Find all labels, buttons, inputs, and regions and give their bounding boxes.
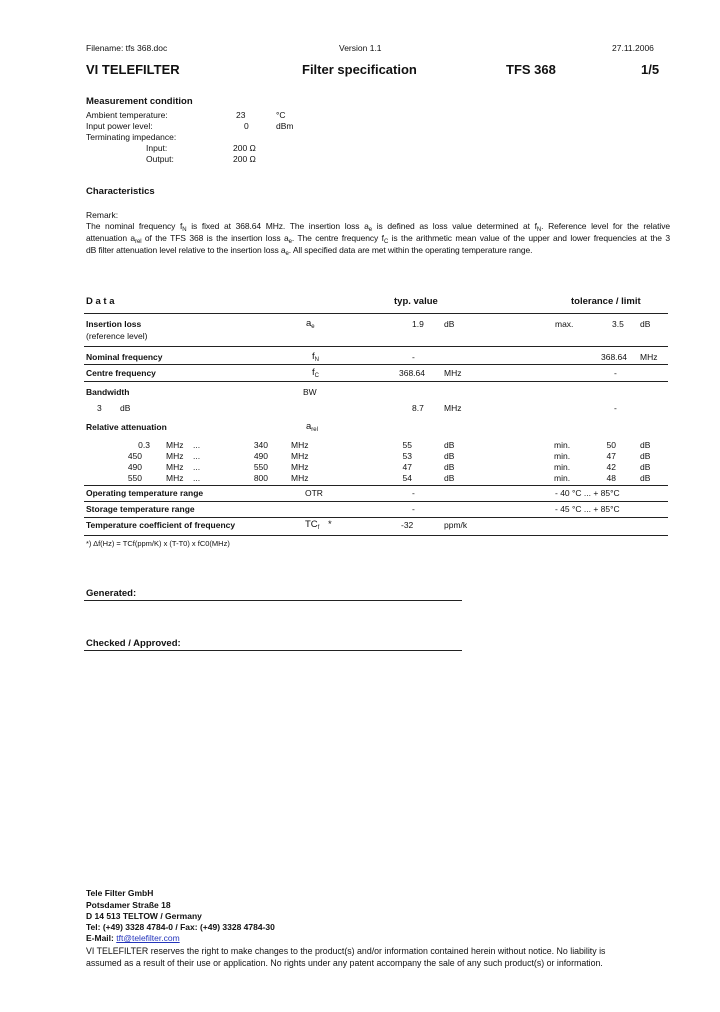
ambient-unit: °C [276, 110, 286, 120]
att-from-unit: MHz [166, 451, 184, 461]
row-rule [84, 485, 668, 486]
att-tol-value: 42 [606, 462, 616, 472]
bandwidth-level: 3 [97, 403, 102, 413]
bandwidth-typ-unit: MHz [444, 403, 462, 413]
rel-att-label: Relative attenuation [86, 422, 167, 432]
nominal-freq-tol-unit: MHz [640, 352, 658, 362]
att-to: 800 [253, 473, 268, 483]
footer-city: D 14 513 TELTOW / Germany [86, 911, 202, 921]
generated-label: Generated: [86, 588, 137, 599]
footer-street: Potsdamer Straße 18 [86, 900, 171, 910]
product-name: TFS 368 [506, 62, 556, 77]
storage-tol: - 45 °C ... + 85°C [555, 504, 620, 514]
remark-line-1: The nominal frequency $f_N$ is fixed at 368.64 MHz. The insertion loss $a_e$ is defined as loss value determined at $f_N$. Reference level for the relative [86, 221, 670, 233]
otr-label: Operating temperature range [86, 488, 204, 498]
generated-signature-line [84, 600, 462, 601]
tcf-label: Temperature coefficient of frequency [86, 520, 236, 530]
storage-label: Storage temperature range [86, 504, 195, 514]
bandwidth-symbol: BW [303, 387, 317, 397]
centre-freq-tol: - [614, 368, 617, 378]
att-typ-unit: dB [444, 473, 455, 483]
otr-tol: - 40 °C ... + 85°C [555, 488, 620, 498]
doc-date: 27.11.2006 [612, 43, 654, 53]
att-to-unit: MHz [291, 462, 309, 472]
att-dots: ... [193, 440, 201, 450]
att-tol-unit: dB [640, 440, 651, 450]
otr-typ: - [412, 488, 415, 498]
att-to-unit: MHz [291, 451, 309, 461]
att-tol-type: min. [554, 440, 571, 450]
att-tol-value: 48 [606, 473, 616, 483]
row-rule [84, 517, 668, 518]
remark-line-2: attenuation $a_{rel}$ of the TFS 368 is the insertion loss $a_e$. The centre frequency $f_C$ is the arithmetic mean value of the upper and lower frequencies at the 3 [86, 233, 670, 245]
att-tol-type: min. [554, 462, 571, 472]
power-label: Input power level: [86, 121, 153, 131]
centre-freq-label: Centre frequency [86, 368, 156, 378]
power-value: 0 [244, 121, 249, 131]
remark-line-3: dB filter attenuation level relative to the insertion loss $a_e$. All specified data are met within the operating temperature range. [86, 245, 533, 257]
ambient-value: 23 [236, 110, 246, 120]
tcf-symbol: $TC_f$ * [305, 519, 332, 531]
att-from-unit: MHz [166, 440, 184, 450]
remark-label: Remark: [86, 210, 119, 220]
insertion-loss-tol-value: 3.5 [612, 319, 624, 329]
insertion-loss-symbol: $a_e$ [306, 318, 315, 330]
att-tol-unit: dB [640, 451, 651, 461]
col-tolerance: tolerance / limit [571, 296, 641, 307]
att-tol-unit: dB [640, 462, 651, 472]
footer-phone: Tel: (+49) 3328 4784-0 / Fax: (+49) 3328 4784-30 [86, 922, 275, 932]
att-tol-type: min. [554, 473, 571, 483]
rel-att-symbol: $a_{rel}$ [306, 421, 318, 433]
att-tol-value: 47 [606, 451, 616, 461]
storage-typ: - [412, 504, 415, 514]
insertion-loss-tol-type: max. [555, 319, 574, 329]
nominal-freq-tol-value: 368.64 [601, 352, 627, 362]
disclaimer-line-2: assumed as a result of their use or application. No rights under any patent accompany the sale of any such product(s) or information. [86, 958, 603, 968]
att-from: 450 [127, 451, 142, 461]
footer-company: Tele Filter GmbH [86, 888, 154, 898]
insertion-loss-typ-unit: dB [444, 319, 455, 329]
col-typ: typ. value [394, 296, 438, 307]
att-typ: 55 [402, 440, 412, 450]
att-to: 550 [253, 462, 268, 472]
att-tol-type: min. [554, 451, 571, 461]
att-typ: 47 [402, 462, 412, 472]
att-typ: 53 [402, 451, 412, 461]
att-dots: ... [193, 462, 201, 472]
doc-title: Filter specification [302, 62, 417, 77]
ambient-label: Ambient temperature: [86, 110, 168, 120]
att-from-unit: MHz [166, 462, 184, 472]
table-bottom-rule [84, 535, 668, 536]
tcf-unit: ppm/k [444, 520, 468, 530]
att-from: 0.3 [138, 440, 150, 450]
centre-freq-typ: 368.64 [399, 368, 425, 378]
nominal-freq-typ: - [412, 352, 415, 362]
reference-level-label: (reference level) [86, 331, 148, 341]
measurement-title: Measurement condition [86, 96, 193, 107]
bandwidth-label: Bandwidth [86, 387, 130, 397]
insertion-loss-typ: 1.9 [412, 319, 424, 329]
row-rule [84, 501, 668, 502]
version: Version 1.1 [339, 43, 382, 53]
bandwidth-level-unit: dB [120, 403, 131, 413]
power-unit: dBm [276, 121, 294, 131]
disclaimer-line-1: VI TELEFILTER reserves the right to make changes to the product(s) and/or information contained herein without notice. No liability is [86, 946, 606, 956]
input-value: 200 Ω [233, 143, 256, 153]
term-label: Terminating impedance: [86, 132, 177, 142]
bandwidth-tol: - [614, 403, 617, 413]
att-to: 490 [253, 451, 268, 461]
att-dots: ... [193, 451, 201, 461]
att-from: 550 [127, 473, 142, 483]
output-value: 200 Ω [233, 154, 256, 164]
characteristics-title: Characteristics [86, 186, 155, 197]
company-name: VI TELEFILTER [86, 62, 180, 77]
otr-symbol: OTR [305, 488, 323, 498]
filename: Filename: tfs 368.doc [86, 43, 168, 53]
bandwidth-typ: 8.7 [412, 403, 424, 413]
centre-freq-typ-unit: MHz [444, 368, 462, 378]
att-to-unit: MHz [291, 440, 309, 450]
tcf-typ: -32 [401, 520, 414, 530]
nominal-freq-symbol: $f_N$ [312, 351, 319, 363]
insertion-loss-tol-unit: dB [640, 319, 651, 329]
row-rule [84, 364, 668, 365]
page-number: 1/5 [641, 62, 660, 77]
nominal-freq-label: Nominal frequency [86, 352, 163, 362]
att-dots: ... [193, 473, 201, 483]
att-typ-unit: dB [444, 440, 455, 450]
att-typ: 54 [402, 473, 412, 483]
att-tol-value: 50 [606, 440, 616, 450]
att-to-unit: MHz [291, 473, 309, 483]
table-top-rule [84, 313, 668, 314]
insertion-loss-label: Insertion loss [86, 319, 142, 329]
centre-freq-symbol: $f_C$ [312, 367, 319, 379]
att-typ-unit: dB [444, 462, 455, 472]
att-to: 340 [253, 440, 268, 450]
att-from-unit: MHz [166, 473, 184, 483]
row-rule [84, 381, 668, 382]
input-label: Input: [146, 143, 168, 153]
output-label: Output: [146, 154, 174, 164]
email-link[interactable]: tft@telefilter.com [116, 933, 180, 943]
checked-label: Checked / Approved: [86, 638, 181, 649]
att-tol-unit: dB [640, 473, 651, 483]
email-label: E-Mail: [86, 933, 114, 943]
att-typ-unit: dB [444, 451, 455, 461]
checked-signature-line [84, 650, 462, 651]
footer-email-row [86, 933, 180, 943]
row-rule [84, 346, 668, 347]
col-data: D a t a [86, 296, 115, 307]
footnote: *) Δf(Hz) = TCf(ppm/K) x (T-T0) x fC0(MHz) [86, 539, 230, 548]
att-from: 490 [127, 462, 142, 472]
